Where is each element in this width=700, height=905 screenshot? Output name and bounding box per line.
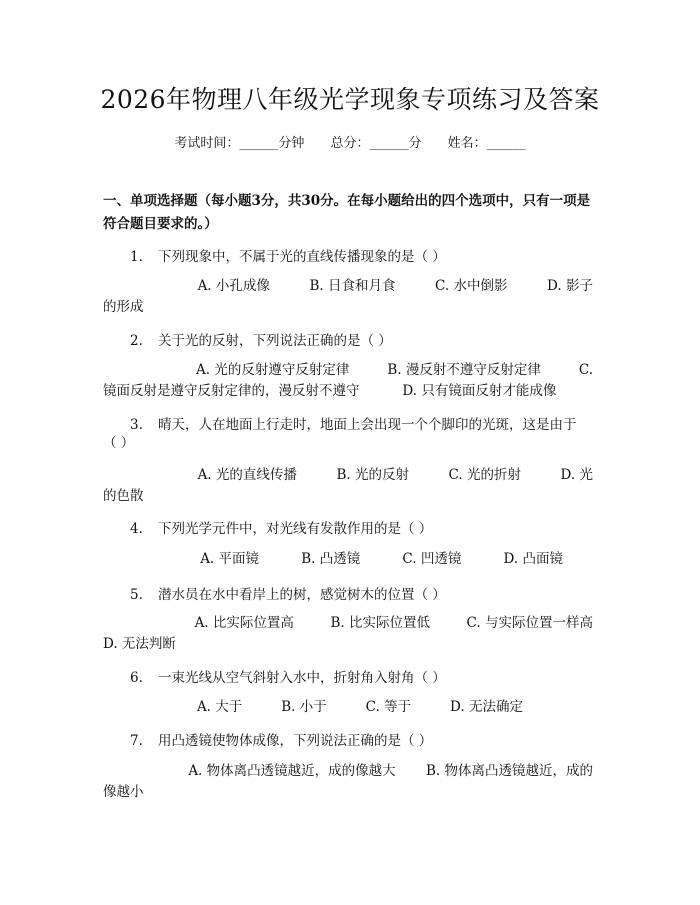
option-a: A. 大于: [196, 699, 243, 715]
question-stem: 晴天，人在地面上行走时，地面上会出现一个个脚印的光斑，这是由于: [158, 417, 577, 433]
option-c: C. 光的折射: [448, 467, 521, 483]
question-stem: 下列光学元件中，对光线有发散作用的是（ ）: [158, 521, 433, 537]
question-stem: 用凸透镜使物体成像，下列说法正确的是（ ）: [158, 733, 433, 749]
option-d: D. 光: [560, 467, 593, 483]
option-c: C. 凹透镜: [402, 551, 462, 567]
question-3: [130, 413, 577, 433]
option-a: A. 小孔成像: [197, 278, 270, 294]
question-3-stem-cont: （ ）: [103, 435, 135, 451]
question-7-options: [103, 761, 593, 803]
question-number: 5.: [130, 587, 143, 603]
option-b: B. 漫反射不遵守反射定律: [387, 362, 541, 378]
section-heading: 一、单项选择题（每小题3分，共30分。在每小题给出的四个选项中，只有一项是符合题目要求的。）: [103, 193, 591, 232]
option-c: C. 与实际位置一样高: [466, 615, 593, 631]
question-7: [130, 729, 432, 749]
name-field: 姓名：______: [447, 136, 526, 151]
question-number: 2.: [130, 333, 143, 349]
option-b: B. 小于: [281, 699, 327, 715]
option-d: D. 凸面镜: [503, 551, 563, 567]
question-stem: 潜水员在水中看岸上的树，感觉树木的位置（ ）: [158, 587, 446, 603]
question-stem: 关于光的反射，下列说法正确的是（ ）: [158, 333, 392, 349]
question-5: [130, 583, 446, 603]
question-6: [130, 666, 446, 686]
option-d: D. 影子: [547, 278, 593, 294]
option-a: A. 比实际位置高: [194, 615, 294, 631]
option-b: B. 日食和月食: [309, 278, 396, 294]
question-4: [130, 517, 432, 537]
question-number: 7.: [130, 733, 143, 749]
question-4-options: [103, 549, 563, 570]
score-field: 总分：______分: [330, 136, 422, 151]
option-a: A. 光的直线传播: [197, 467, 297, 483]
option-d: D. 无法确定: [450, 699, 523, 715]
option-c: C. 水中倒影: [435, 278, 508, 294]
option-wrap: 的色散: [103, 488, 144, 504]
question-number: 3.: [130, 417, 143, 433]
option-b: B. 光的反射: [336, 467, 409, 483]
question-number: 4.: [130, 521, 143, 537]
option-c: C.: [578, 362, 593, 378]
question-stem: 下列现象中，不属于光的直线传播现象的是（ ）: [158, 249, 446, 265]
option-wrap: 像越小: [103, 784, 144, 800]
question-number: 6.: [130, 670, 143, 686]
question-1: [130, 245, 446, 265]
question-5-options: [103, 613, 593, 655]
option-c: C. 等于: [365, 699, 412, 715]
option-b: B. 物体离凸透镜越近，成的: [425, 763, 593, 779]
question-stem: 一束光线从空气斜射入水中，折射角入射角（ ）: [158, 670, 446, 686]
option-a: A. 光的反射遵守反射定律: [196, 362, 350, 378]
option-a: A. 物体离凸透镜越近，成的像越大: [188, 763, 396, 779]
option-wrap: D. 无法判断: [103, 636, 176, 652]
option-b: B. 比实际位置低: [330, 615, 430, 631]
question-2-options: [103, 360, 593, 402]
option-a: A. 平面镜: [200, 551, 260, 567]
question-1-options: [103, 276, 593, 318]
option-wrap: 镜面反射是遵守反射定律的，漫反射不遵守 D. 只有镜面反射才能成像: [103, 383, 557, 399]
question-number: 1.: [130, 249, 143, 265]
question-2: [130, 329, 392, 349]
time-field: 考试时间：______分钟: [174, 136, 305, 151]
page-title: 2026年物理八年级光学现象专项练习及答案: [100, 85, 600, 114]
question-3-options: [103, 465, 593, 507]
exam-meta: [0, 132, 700, 151]
question-6-options: [103, 697, 523, 718]
option-b: B. 凸透镜: [301, 551, 361, 567]
option-wrap: 的形成: [103, 299, 144, 315]
